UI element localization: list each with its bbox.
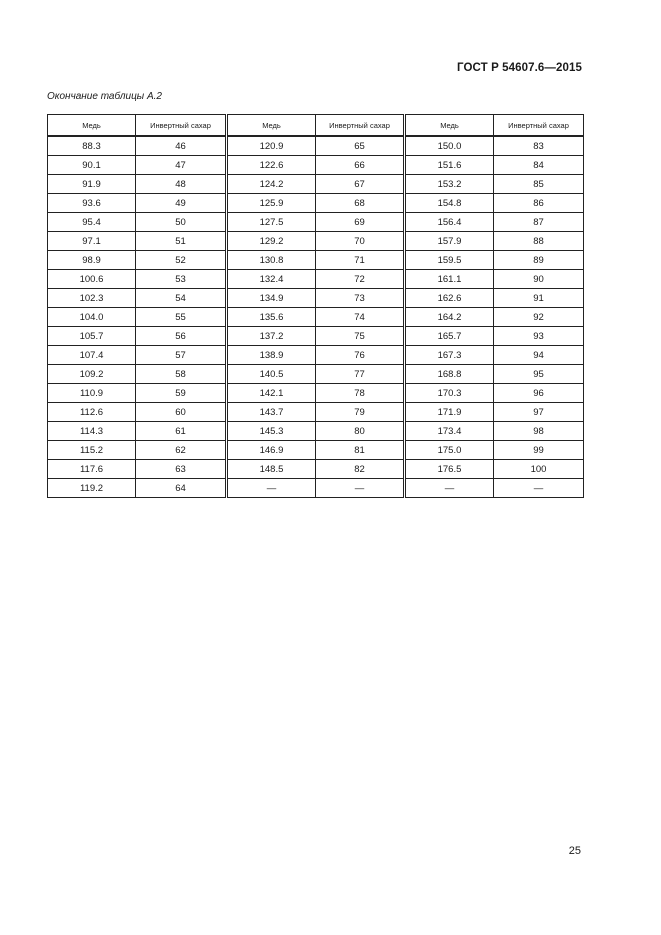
table-caption: Окончание таблицы А.2 xyxy=(47,91,162,102)
table-cell: 78 xyxy=(316,384,405,403)
table-row xyxy=(48,327,584,346)
table-cell: 132.4 xyxy=(227,270,316,289)
table-cell: 146.9 xyxy=(227,441,316,460)
table-cell: 86 xyxy=(494,194,584,213)
table-cell: 135.6 xyxy=(227,308,316,327)
table-cell: 137.2 xyxy=(227,327,316,346)
table-cell: 161.1 xyxy=(405,270,494,289)
table-cell: 127.5 xyxy=(227,213,316,232)
table-cell: — xyxy=(494,479,584,498)
table-cell: 67 xyxy=(316,175,405,194)
table-cell: 102.3 xyxy=(48,289,136,308)
table-cell: 170.3 xyxy=(405,384,494,403)
table-cell: 70 xyxy=(316,232,405,251)
table-cell: 58 xyxy=(136,365,227,384)
table-cell: 129.2 xyxy=(227,232,316,251)
table-cell: 173.4 xyxy=(405,422,494,441)
table-cell: 115.2 xyxy=(48,441,136,460)
table-cell: 91 xyxy=(494,289,584,308)
table-cell: 72 xyxy=(316,270,405,289)
table-cell: 64 xyxy=(136,479,227,498)
table-row xyxy=(48,384,584,403)
table-row xyxy=(48,346,584,365)
table-cell: 110.9 xyxy=(48,384,136,403)
table-cell: 112.6 xyxy=(48,403,136,422)
table-cell: 138.9 xyxy=(227,346,316,365)
table-cell: 100 xyxy=(494,460,584,479)
table-cell: 63 xyxy=(136,460,227,479)
table-cell: 119.2 xyxy=(48,479,136,498)
table-cell: 164.2 xyxy=(405,308,494,327)
table-cell: 66 xyxy=(316,156,405,175)
table-cell: 122.6 xyxy=(227,156,316,175)
table-cell: 77 xyxy=(316,365,405,384)
table-cell: 57 xyxy=(136,346,227,365)
table-cell: 159.5 xyxy=(405,251,494,270)
table-cell: 93 xyxy=(494,327,584,346)
table-cell: 49 xyxy=(136,194,227,213)
table-cell: 47 xyxy=(136,156,227,175)
table-cell: 134.9 xyxy=(227,289,316,308)
table-header-row xyxy=(48,115,584,137)
table-cell: 84 xyxy=(494,156,584,175)
table-row xyxy=(48,308,584,327)
table-cell: 91.9 xyxy=(48,175,136,194)
table-cell: 54 xyxy=(136,289,227,308)
table-cell: 61 xyxy=(136,422,227,441)
column-header: Инвертный сахар xyxy=(136,115,227,137)
copper-invert-sugar-table xyxy=(47,114,584,498)
table-cell: 89 xyxy=(494,251,584,270)
table-cell: 90.1 xyxy=(48,156,136,175)
table-cell: 46 xyxy=(136,136,227,156)
table-cell: 60 xyxy=(136,403,227,422)
column-header: Медь xyxy=(405,115,494,137)
table-cell: 62 xyxy=(136,441,227,460)
table-cell: 55 xyxy=(136,308,227,327)
table-row xyxy=(48,479,584,498)
table-cell: 140.5 xyxy=(227,365,316,384)
table-cell: 53 xyxy=(136,270,227,289)
table-cell: — xyxy=(316,479,405,498)
table-cell: 148.5 xyxy=(227,460,316,479)
table-cell: 153.2 xyxy=(405,175,494,194)
column-header: Медь xyxy=(227,115,316,137)
table-row xyxy=(48,403,584,422)
table-cell: 87 xyxy=(494,213,584,232)
table-cell: 75 xyxy=(316,327,405,346)
table-cell: 90 xyxy=(494,270,584,289)
table-cell: 88 xyxy=(494,232,584,251)
table-cell: 157.9 xyxy=(405,232,494,251)
table-cell: 85 xyxy=(494,175,584,194)
table-cell: 124.2 xyxy=(227,175,316,194)
table-row xyxy=(48,175,584,194)
table-row xyxy=(48,194,584,213)
table-cell: 51 xyxy=(136,232,227,251)
table-cell: 48 xyxy=(136,175,227,194)
table-cell: 97 xyxy=(494,403,584,422)
column-header: Инвертный сахар xyxy=(494,115,584,137)
table-cell: 79 xyxy=(316,403,405,422)
table-row xyxy=(48,270,584,289)
table-cell: 59 xyxy=(136,384,227,403)
column-header: Инвертный сахар xyxy=(316,115,405,137)
column-header: Медь xyxy=(48,115,136,137)
table-cell: 56 xyxy=(136,327,227,346)
table-row xyxy=(48,232,584,251)
table-cell: 125.9 xyxy=(227,194,316,213)
table-cell: — xyxy=(405,479,494,498)
table-cell: 100.6 xyxy=(48,270,136,289)
table-body xyxy=(48,136,584,498)
table-cell: 94 xyxy=(494,346,584,365)
table-row xyxy=(48,460,584,479)
table-cell: 156.4 xyxy=(405,213,494,232)
table-cell: 105.7 xyxy=(48,327,136,346)
table-row xyxy=(48,441,584,460)
table-cell: 71 xyxy=(316,251,405,270)
table-cell: 142.1 xyxy=(227,384,316,403)
table-cell: 117.6 xyxy=(48,460,136,479)
table-cell: 83 xyxy=(494,136,584,156)
table-cell: 165.7 xyxy=(405,327,494,346)
table-cell: 92 xyxy=(494,308,584,327)
table-cell: 109.2 xyxy=(48,365,136,384)
table-cell: 52 xyxy=(136,251,227,270)
table-cell: 88.3 xyxy=(48,136,136,156)
table-cell: 50 xyxy=(136,213,227,232)
table-row xyxy=(48,213,584,232)
table-cell: 81 xyxy=(316,441,405,460)
table-row xyxy=(48,251,584,270)
table-cell: 168.8 xyxy=(405,365,494,384)
table-cell: 130.8 xyxy=(227,251,316,270)
table-cell: 76 xyxy=(316,346,405,365)
table-row xyxy=(48,422,584,441)
table-cell: 93.6 xyxy=(48,194,136,213)
table-cell: 69 xyxy=(316,213,405,232)
table-cell: 98.9 xyxy=(48,251,136,270)
table-cell: 74 xyxy=(316,308,405,327)
table-cell: 104.0 xyxy=(48,308,136,327)
table-cell: 73 xyxy=(316,289,405,308)
table-cell: 145.3 xyxy=(227,422,316,441)
table-cell: 99 xyxy=(494,441,584,460)
table-cell: 154.8 xyxy=(405,194,494,213)
table-cell: 162.6 xyxy=(405,289,494,308)
table-cell: 95.4 xyxy=(48,213,136,232)
table-cell: 107.4 xyxy=(48,346,136,365)
data-table-container xyxy=(47,114,583,498)
document-standard-number: ГОСТ Р 54607.6—2015 xyxy=(457,62,582,74)
table-cell: 120.9 xyxy=(227,136,316,156)
table-row xyxy=(48,156,584,175)
table-cell: 171.9 xyxy=(405,403,494,422)
table-cell: 167.3 xyxy=(405,346,494,365)
table-cell: 82 xyxy=(316,460,405,479)
table-cell: 150.0 xyxy=(405,136,494,156)
page-number: 25 xyxy=(568,845,581,857)
table-cell: 95 xyxy=(494,365,584,384)
table-cell: 68 xyxy=(316,194,405,213)
table-cell: 175.0 xyxy=(405,441,494,460)
table-cell: 114.3 xyxy=(48,422,136,441)
table-cell: 143.7 xyxy=(227,403,316,422)
table-row xyxy=(48,136,584,156)
table-cell: 96 xyxy=(494,384,584,403)
table-row xyxy=(48,365,584,384)
table-cell: 65 xyxy=(316,136,405,156)
table-cell: 97.1 xyxy=(48,232,136,251)
table-cell: 80 xyxy=(316,422,405,441)
table-row xyxy=(48,289,584,308)
table-cell: — xyxy=(227,479,316,498)
table-cell: 176.5 xyxy=(405,460,494,479)
table-cell: 151.6 xyxy=(405,156,494,175)
table-cell: 98 xyxy=(494,422,584,441)
